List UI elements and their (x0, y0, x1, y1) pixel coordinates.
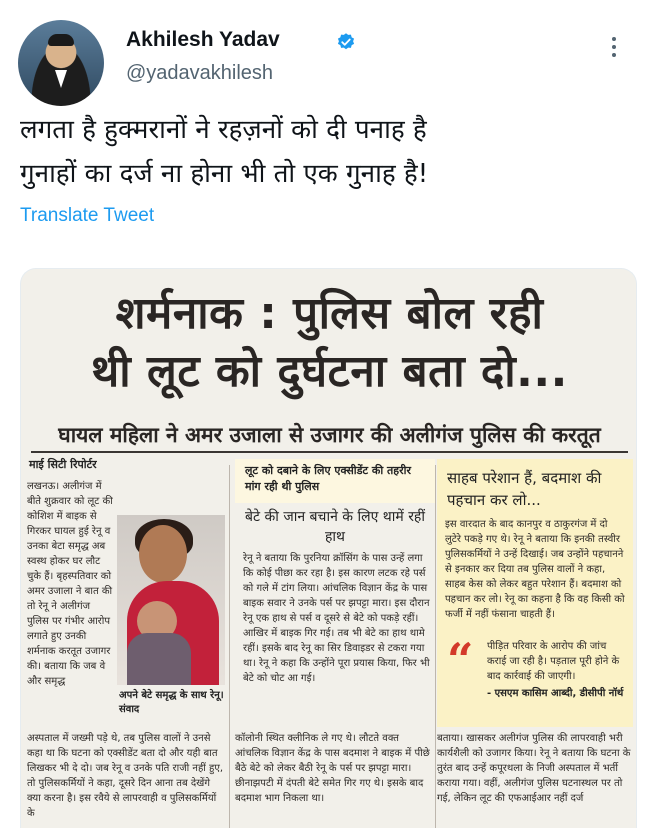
quote-attribution: - एसएम कासिम आब्दी, डीसीपी नॉर्थ (487, 688, 624, 699)
middle-heading: लूट को दबाने के लिए एक्सीडेंट की तहरीर मांग रही थी पुलिस (235, 459, 435, 503)
right-heading: साहब परेशान हैं, बदमाश की पहचान कर लो... (447, 469, 602, 509)
tweet-media-image[interactable] (20, 268, 637, 828)
middle-subheading: बेटे की जान बचाने के लिए थामें रहीं हाथ (245, 509, 425, 545)
news-photo (117, 515, 225, 685)
more-options-icon[interactable] (604, 32, 624, 62)
tweet-text (20, 108, 640, 196)
clipping-subhead: घायल महिला ने अमर उजाला से उजागर की अलीगंज पुलिस की करतूत (58, 423, 601, 447)
tweet-line: गुनाहों का दर्ज ना होना भी तो एक गुनाह है! (20, 159, 429, 189)
display-name[interactable]: Akhilesh Yadav (126, 28, 280, 51)
right-boxout (437, 459, 633, 727)
divider (31, 451, 628, 453)
avatar-hair (48, 34, 74, 46)
middle-column-bottom: कॉलोनी स्थित क्लीनिक ले गए थे। लौटते वक्त आंचलिक विज्ञान केंद्र के पास बदमाश ने बाइक में पीछे बैठे बेटे को लेकर बैठी रेनू के पर्स पर झपट्टा मारा। छीनाझपटी में दंपती बेटे समेत गिर गए थे। इसके बाद बदमाश भाग निकला था। (235, 733, 430, 804)
left-column-text: लखनऊ। अलीगंज में बीते शुक्रवार को लूट की कोशिश में बाइक से गिरकर घायल हुई रेनू व उनका बेटा समृद्ध अब स्वस्थ होकर घर लौट चुके हैं। बृहस्पतिवार को अमर उजाला ने बात की तो रेनू ने अलीगंज पुलिस पर गंभीर आरोप लगाते हुए उनकी शर्मनाक करतूत उजागर की। बताया कि जब वे और समृद्ध (27, 481, 113, 687)
column-divider (229, 465, 230, 828)
avatar[interactable] (18, 20, 104, 106)
middle-column: रेनू ने बताया कि पुरनिया क्रॉसिंग के पास उन्हें लगा कि कोई पीछा कर रहा है। इस कारण लटक रहे पर्स को गले में टांग लिया। आंचलिक विज्ञान केंद्र के पास बाइक सवार ने उनके पर्स पर झपट्टा मारा। इस दौरान रेनू एक हाथ से पर्स व दूसरे से बेटे को पकड़े रहीं। आखिर में बाइक गिर गई। तब भी बेटे का हाथ थामे रहीं। इसके बाद रेनू का सिर डिवाइडर से टकरा गया था। रेनू ने कहा कि उन्होंने पूरा प्रयास किया, फिर भी बेटे को चोट आ गई। (243, 553, 430, 684)
tweet-header (18, 20, 638, 100)
photo-caption: अपने बेटे समृद्ध के साथ रेनू। संवाद (119, 690, 224, 715)
headline-line: थी लूट को दुर्घटना बता दो... (91, 346, 568, 397)
headline-line: शर्मनाक : पुलिस बोल रही (115, 288, 544, 339)
left-column-bottom: अस्पताल में जख्मी पड़े थे, तब पुलिस वालों ने उनसे कहा था कि घटना को एक्सीडेंट बता दो और यही बात लिखकर भी दे दो। जब रेनू व उनके पति राजी नहीं हुए, तो पुलिसकर्मियों ने कहा, दूसरे दिन आना तब देखेंगे क्या करना है। इस रवैये से लापरवाही व पुलिसकर्मियों के (27, 733, 224, 819)
quote-icon: “ (447, 633, 474, 687)
right-column: इस वारदात के बाद कानपुर व ठाकुरगंज में दो लुटेरे पकड़े गए थे। रेनू ने बताया कि इनकी तस्वीर पुलिसकर्मियों ने उन्हें दिखाई। जब उन्होंने पहचानने से इनकार कर दिया तब पुलिस वालों ने कहा, साहब केस को लेकर बहुत परेशान हैं। बदमाश को पहचान कर लो। रेनू का कहना है कि वह किसी को फर्जी में नहीं फंसाना चाहती हैं। (445, 519, 625, 620)
right-column-bottom: बताया। खासकर अलीगंज पुलिस की लापरवाही भरी कार्यशैली को उजागर किया। रेनू ने बताया कि घटना के तुरंत बाद उन्हें कपूरथला के निजी अस्पताल में भर्ती कराया गया। वहीं, अलीगंज पुलिस घटनास्थल पर तो गई, लेकिन लूट की एफआईआर नहीं दर्ज (437, 733, 631, 804)
translate-tweet-link[interactable]: Translate Tweet (20, 205, 155, 226)
avatar-collar (55, 70, 67, 88)
verified-badge-icon (336, 32, 356, 52)
quote-text: पीड़ित परिवार के आरोप की जांच कराई जा रही है। पड़ताल पूरी होने के बाद कार्रवाई की जाएगी। (487, 641, 620, 682)
tweet-line: लगता है हुक्मरानों ने रहज़नों को दी पनाह है (20, 115, 427, 145)
column-divider (435, 465, 436, 828)
clipping-headline (21, 285, 637, 401)
handle[interactable]: @yadavakhilesh (126, 62, 274, 84)
reporter-byline: माई सिटी रिपोर्टर (29, 458, 97, 471)
